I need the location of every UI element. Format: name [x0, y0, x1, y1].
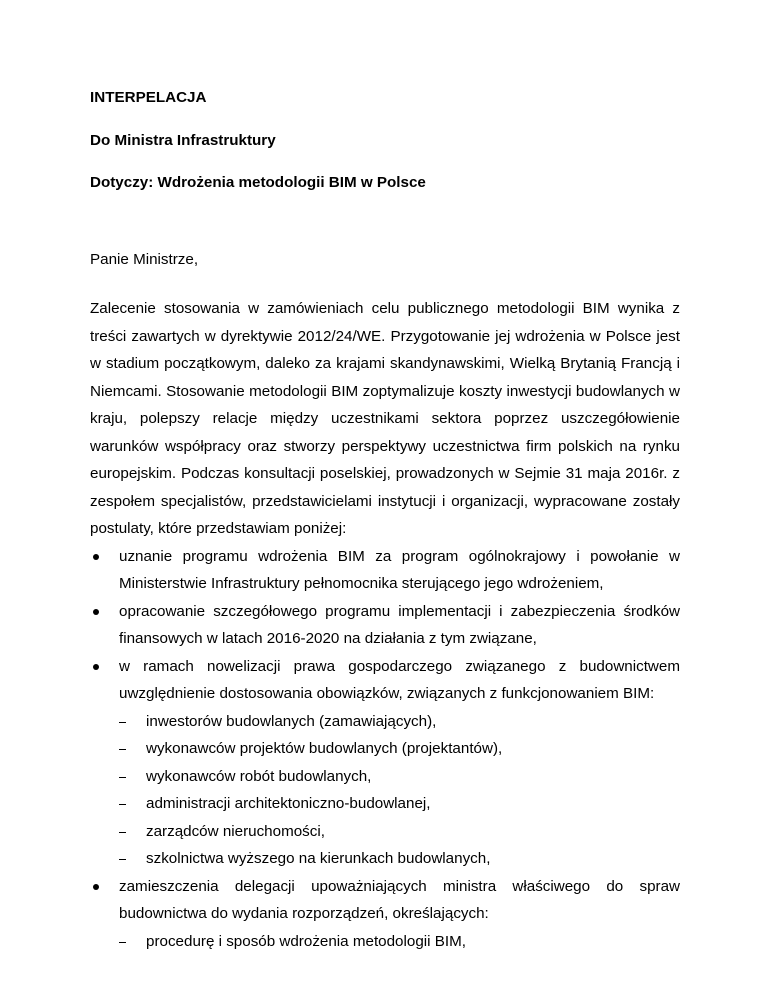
sub-item: [119, 790, 680, 818]
postulate-text: uznanie programu wdrożenia BIM za program ogólnokrajowy i powołanie w Ministerstwie Infrastruktury pełnomocnika sterującego jego wdrożeniem,: [119, 547, 680, 592]
dash-icon: [119, 722, 126, 723]
dash-icon: [119, 749, 126, 750]
postulate-text: zamieszczenia delegacji upoważniających ministra właściwego do spraw budownictwa do wydania rozporządzeń, określających:: [119, 877, 680, 922]
sub-item: [119, 763, 680, 791]
sub-item: [119, 928, 680, 956]
postulate-text: w ramach nowelizacji prawa gospodarczego związanego z budownictwem uwzględnienie dostosowania obowiązków, związanych z funkcjonowaniem BIM:: [119, 657, 680, 702]
sub-item-text: procedurę i sposób wdrożenia metodologii BIM,: [146, 932, 466, 950]
bullet-icon: [93, 884, 99, 890]
postulate-item: [90, 543, 680, 598]
document-content: [90, 88, 680, 955]
sub-item-text: zarządców nieruchomości,: [146, 822, 325, 840]
addressee: Do Ministra Infrastruktury: [90, 132, 276, 149]
bullet-icon: [93, 554, 99, 560]
postulates-list: [90, 543, 680, 956]
dash-icon: [119, 942, 126, 943]
bullet-icon: [93, 609, 99, 615]
sub-item-text: administracji architektoniczno-budowlanej,: [146, 795, 431, 812]
postulate-item: [90, 598, 680, 653]
subject-line: Dotyczy: Wdrożenia metodologii BIM w Polsce: [90, 174, 426, 191]
sub-item-text: inwestorów budowlanych (zamawiających),: [146, 712, 437, 730]
sub-item: [119, 818, 680, 846]
salutation: Panie Ministrze,: [90, 251, 199, 268]
intro-paragraph: Zalecenie stosowania w zamówieniach celu publicznego metodologii BIM wynika z treści zawartych w dyrektywie 2012/24/WE. Przygotowanie jej wdrożenia w Polsce jest w stadium początkowym, daleko za krajami skandynawskimi, Wielką Brytanią Francją i Niemcami. Stosowanie metodologii BIM zoptymalizuje koszty inwestycji budowlanych w kraju, polepszy relacje między uczestnikami sektora poprzez uszczegółowienie warunków współpracy oraz stworzy perspektywy uczestnictwa firm polskich na rynku europejskim. Podczas konsultacji poselskiej, prowadzonych w Sejmie 31 maja 2016r. z zespołem specjalistów, przedstawicielami instytucji i organizacji, wypracowane zostały postulaty, które przedstawiam poniżej:: [90, 300, 680, 537]
sub-list: [119, 708, 680, 873]
postulate-text: opracowanie szczegółowego programu implementacji i zabezpieczenia środków finansowych w latach 2016-2020 na działania z tym związane,: [119, 602, 680, 647]
dash-icon: [119, 859, 126, 860]
sub-item-text: szkolnictwa wyższego na kierunkach budowlanych,: [146, 850, 491, 867]
bullet-icon: [93, 664, 99, 670]
document-title: INTERPELACJA: [90, 89, 207, 106]
sub-item-text: wykonawców projektów budowlanych (projektantów),: [146, 740, 503, 757]
sub-item: [119, 735, 680, 763]
dash-icon: [119, 777, 126, 778]
postulate-item: [90, 873, 680, 956]
postulate-item: [90, 653, 680, 873]
sub-item-text: wykonawców robót budowlanych,: [146, 767, 372, 785]
dash-icon: [119, 804, 126, 805]
dash-icon: [119, 832, 126, 833]
sub-list: [119, 928, 680, 956]
sub-item: [119, 845, 680, 873]
sub-item: [119, 708, 680, 736]
